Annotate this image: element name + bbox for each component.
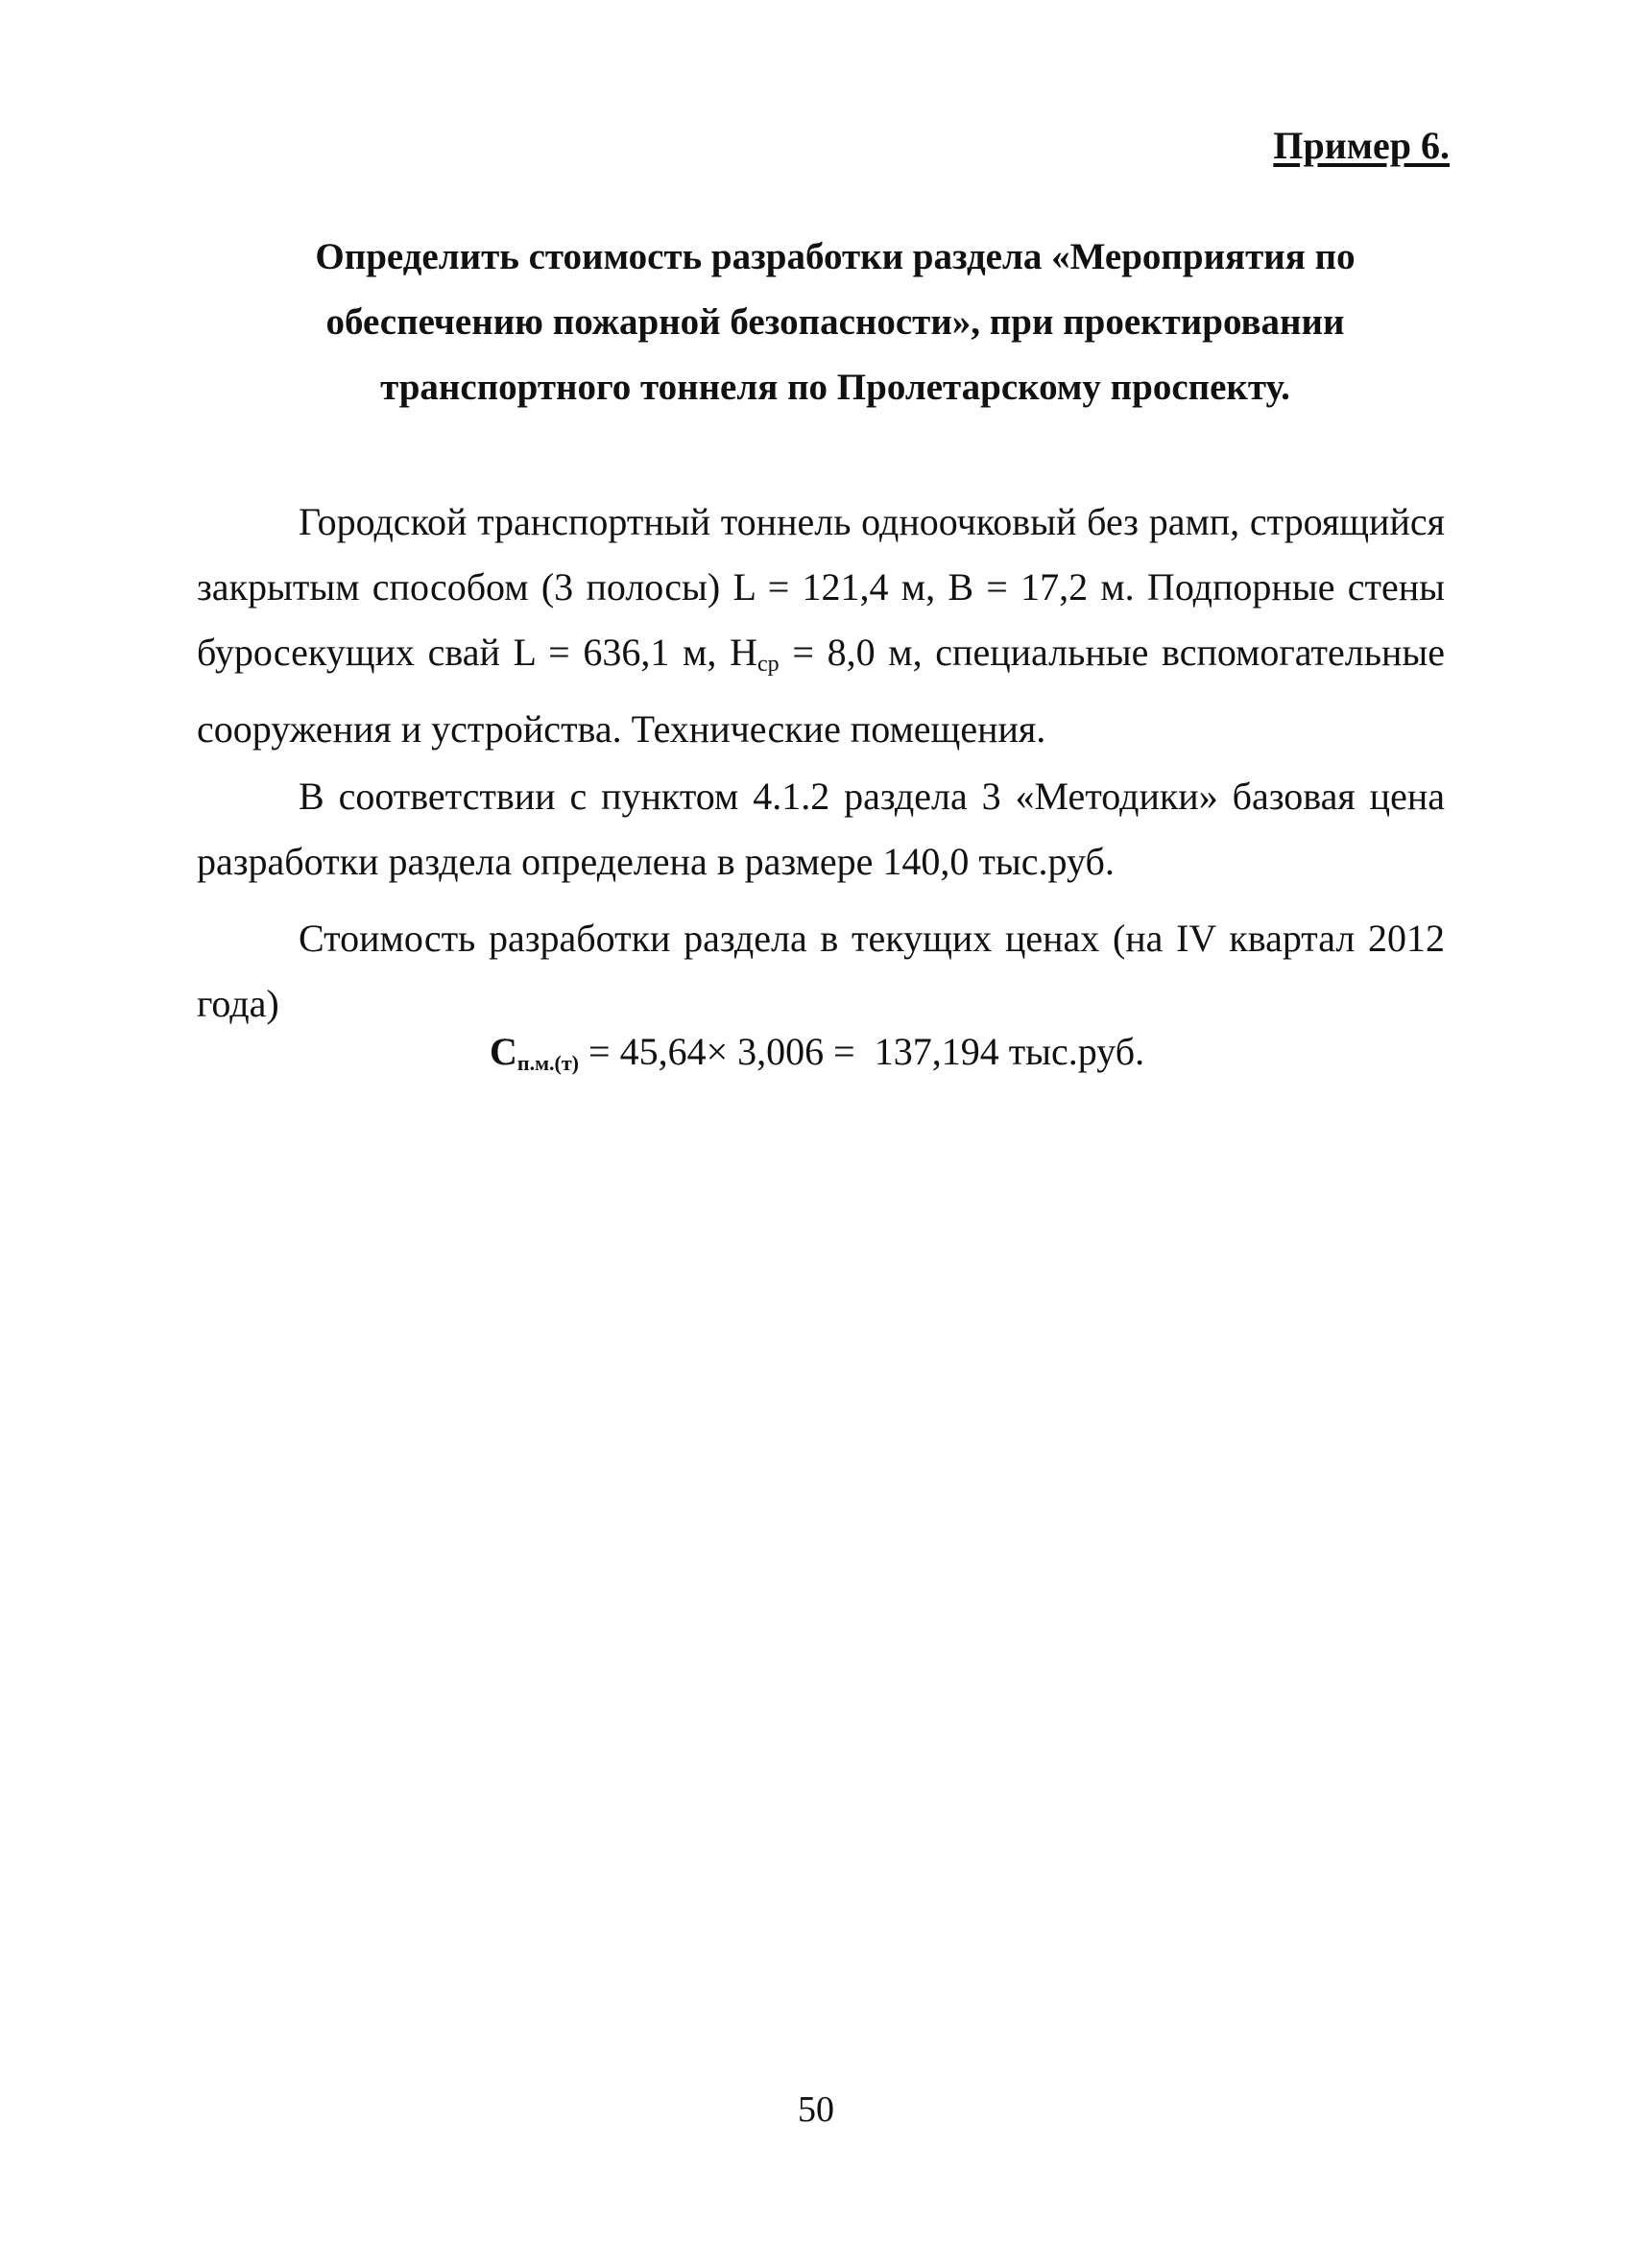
- formula-expression: = 45,64× 3,006 = 137,194 тыс.руб.: [579, 1030, 1145, 1073]
- cost-formula: [490, 1019, 1144, 1096]
- title-line-2: обеспечению пожарной безопасности», при проектировании: [325, 301, 1345, 343]
- paragraph-1-text-a: Городской транспортный тоннель одноочковый без рамп, строящийся закрытым способом (3 полосы) L = 121,4 м, B = 17,2 м. Подпорные стены буросекущих свай L = 636,1 м, H: [197, 500, 1445, 674]
- page-number: 50: [798, 2089, 834, 2130]
- formula-subscript: п.м.(т): [516, 1051, 580, 1075]
- paragraph-tunnel-description: [197, 489, 1445, 762]
- paragraph-1-text-b: = 8,0 м, специальные вспомогательные сооружения и устройства. Технические помещения.: [197, 631, 1445, 751]
- title-line-3: транспортного тоннеля по Пролетарскому проспекту.: [380, 367, 1290, 408]
- title-line-1: Определить стоимость разработки раздела «Мероприятия по: [315, 236, 1356, 277]
- body-text: [197, 489, 1445, 1037]
- formula-symbol: С: [490, 1030, 517, 1073]
- paragraph-current-price: Стоимость разработки раздела в текущих ценах (на IV квартал 2012 года): [197, 917, 1445, 1025]
- section-title: [288, 225, 1382, 420]
- example-label: Пример 6.: [1273, 124, 1450, 167]
- paragraph-1-subscript: ср: [757, 652, 780, 677]
- paragraph-base-price: В соответствии с пунктом 4.1.2 раздела 3 «Методики» базовая цена разработки раздела определена в размере 140,0 тыс.руб.: [197, 775, 1445, 883]
